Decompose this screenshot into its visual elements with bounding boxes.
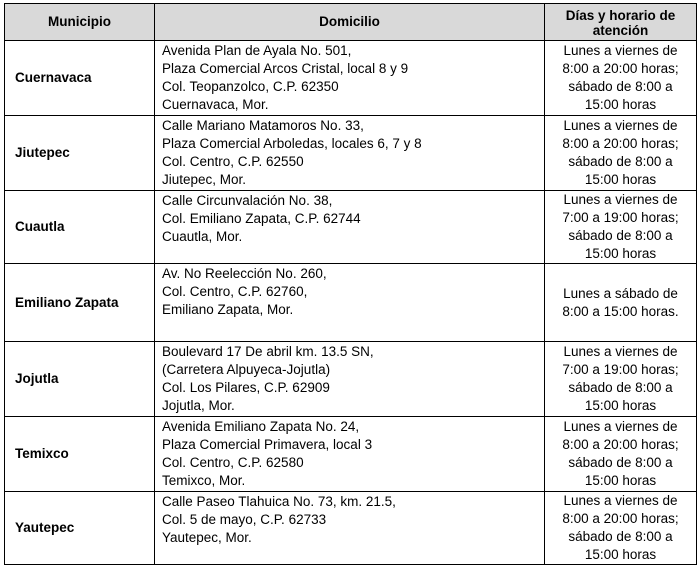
address-line: Calle Circunvalación No. 38, — [162, 193, 333, 208]
schedule-line: 15:00 horas — [584, 398, 657, 413]
domicilio-cell — [155, 191, 545, 264]
table-row — [5, 342, 697, 417]
horario-cell — [545, 264, 697, 342]
domicilio-cell — [155, 417, 545, 492]
address-line: Jojutla, Mor. — [162, 398, 235, 413]
address-line: Boulevard 17 De abril km. 13.5 SN, — [162, 344, 374, 359]
municipio-cell: Jiutepec — [5, 116, 155, 191]
schedule-line: Lunes a sábado de — [563, 285, 678, 301]
domicilio-cell — [155, 116, 545, 191]
schedule-line: 8:00 a 20:00 horas; — [562, 437, 679, 452]
schedule-line: 8:00 a 20:00 horas; — [562, 136, 679, 151]
table-row — [5, 116, 697, 191]
address-line: Yautepec, Mor. — [162, 530, 252, 545]
address-line: Cuernavaca, Mor. — [162, 97, 269, 112]
header-horario: Días y horario de atención — [545, 4, 697, 41]
schedule-line: 7:00 a 19:00 horas; — [562, 362, 679, 377]
table-row — [5, 417, 697, 492]
municipio-cell: Temixco — [5, 417, 155, 492]
address-line: Col. Centro, C.P. 62550 — [162, 154, 304, 169]
schedule-line: sábado de 8:00 a — [568, 529, 673, 544]
schedule-line: 8:00 a 15:00 horas. — [562, 303, 679, 319]
schedule-line: 15:00 horas — [584, 473, 657, 488]
domicilio-cell — [155, 264, 545, 342]
address-line: Avenida Plan de Ayala No. 501, — [162, 43, 352, 58]
schedule-line: 8:00 a 20:00 horas; — [562, 61, 679, 76]
address-line: Col. Emiliano Zapata, C.P. 62744 — [162, 211, 361, 226]
address-line: Avenida Emiliano Zapata No. 24, — [162, 419, 360, 434]
domicilio-cell — [155, 492, 545, 565]
municipio-cell: Yautepec — [5, 492, 155, 565]
table-row — [5, 41, 697, 116]
domicilio-cell — [155, 41, 545, 116]
address-line: (Carretera Alpuyeca-Jojutla) — [162, 362, 331, 377]
address-line: Plaza Comercial Primavera, local 3 — [162, 437, 373, 452]
address-line: Plaza Comercial Arcos Cristal, local 8 y 9 — [162, 61, 409, 76]
schedule-line: 15:00 horas — [584, 172, 657, 187]
domicilio-cell — [155, 342, 545, 417]
table-row — [5, 191, 697, 264]
horario-cell — [545, 116, 697, 191]
municipio-cell: Cuautla — [5, 191, 155, 264]
address-line: Col. Los Pilares, C.P. 62909 — [162, 380, 330, 395]
schedule-line: sábado de 8:00 a — [568, 455, 673, 470]
schedule-line: 7:00 a 19:00 horas; — [562, 210, 679, 225]
schedule-line: Lunes a viernes de — [563, 192, 678, 207]
address-line: Col. Teopanzolco, C.P. 62350 — [162, 79, 339, 94]
address-line: Col. Centro, C.P. 62580 — [162, 455, 304, 470]
horario-cell — [545, 342, 697, 417]
schedule-line: sábado de 8:00 a — [568, 380, 673, 395]
schedule-line: 15:00 horas — [584, 246, 657, 261]
schedule-line: Lunes a viernes de — [563, 493, 678, 508]
address-line: Plaza Comercial Arboledas, locales 6, 7 y 8 — [162, 136, 422, 151]
table-header-row — [5, 4, 697, 41]
horario-cell — [545, 417, 697, 492]
horario-cell — [545, 492, 697, 565]
schedule-line: Lunes a viernes de — [563, 344, 678, 359]
address-line: Av. No Reelección No. 260, — [162, 266, 327, 281]
schedule-line: 15:00 horas — [584, 97, 657, 112]
address-line: Col. Centro, C.P. 62760, — [162, 284, 308, 299]
horario-cell — [545, 41, 697, 116]
table-row — [5, 492, 697, 565]
address-line: Jiutepec, Mor. — [162, 172, 247, 187]
address-line: Emiliano Zapata, Mor. — [162, 302, 294, 317]
header-municipio: Municipio — [5, 4, 155, 41]
schedule-line: Lunes a viernes de — [563, 43, 678, 58]
schedule-line: Lunes a viernes de — [563, 118, 678, 133]
horario-cell — [545, 191, 697, 264]
address-line: Cuautla, Mor. — [162, 229, 243, 244]
schedule-line: Lunes a viernes de — [563, 419, 678, 434]
schedule-line: sábado de 8:00 a — [568, 79, 673, 94]
address-line: Temixco, Mor. — [162, 473, 246, 488]
schedule-line: sábado de 8:00 a — [568, 228, 673, 243]
address-line: Col. 5 de mayo, C.P. 62733 — [162, 512, 327, 527]
municipio-cell: Cuernavaca — [5, 41, 155, 116]
address-line: Calle Mariano Matamoros No. 33, — [162, 118, 364, 133]
address-line: Calle Paseo Tlahuica No. 73, km. 21.5, — [162, 494, 396, 509]
schedule-line: sábado de 8:00 a — [568, 154, 673, 169]
schedule-line: 8:00 a 20:00 horas; — [562, 511, 679, 526]
municipio-cell: Jojutla — [5, 342, 155, 417]
header-domicilio: Domicilio — [155, 4, 545, 41]
offices-table — [4, 3, 697, 565]
table-row — [5, 264, 697, 342]
municipio-cell: Emiliano Zapata — [5, 264, 155, 342]
schedule-line: 15:00 horas — [584, 547, 657, 562]
